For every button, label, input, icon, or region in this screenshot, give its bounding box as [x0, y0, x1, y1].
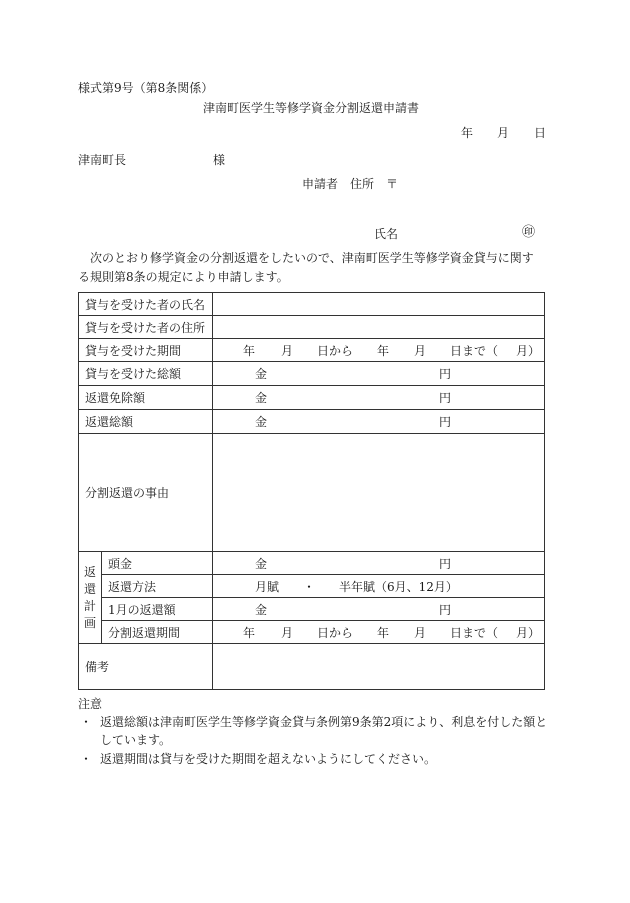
plan-char: 返	[83, 564, 96, 579]
table-row	[79, 644, 545, 690]
document-title: 津南町医学生等修学資金分割返還申請書	[203, 101, 420, 115]
down-payment-field[interactable]	[213, 552, 545, 575]
table-row	[79, 316, 545, 339]
row-label: 頭金	[102, 552, 213, 575]
yen-label: 円	[439, 367, 452, 381]
plan-char: 還	[83, 581, 96, 596]
period-month: 月	[281, 625, 294, 640]
row-label: 返還総額	[79, 410, 213, 434]
row-label: 返還免除額	[79, 386, 213, 410]
bullet: ・	[80, 752, 93, 766]
kin-label: 金	[255, 367, 268, 381]
plan-char: 画	[83, 615, 96, 630]
loan-total-field[interactable]	[213, 362, 545, 386]
bullet: ・	[80, 715, 93, 729]
period-month: 月	[281, 343, 294, 358]
honorific: 様	[213, 153, 226, 167]
addressee: 津南町長	[78, 153, 127, 167]
note-item: 返還総額は津南町医学生等修学資金貸与条例第9条第2項により、利息を付した額と	[100, 715, 548, 729]
table-row	[79, 293, 545, 316]
period-end-month: 月）	[516, 343, 541, 358]
applicant-address-label: 申請者 住所 〒	[302, 177, 399, 191]
period-to: 日まで（	[450, 343, 499, 358]
exempt-amount-field[interactable]	[213, 386, 545, 410]
period-month-end: 月	[414, 625, 427, 640]
period-year-end: 年	[377, 625, 390, 640]
period-year: 年	[243, 625, 256, 640]
table-row	[79, 575, 545, 598]
table-row	[79, 386, 545, 410]
note-item: しています。	[100, 733, 172, 747]
kin-label: 金	[255, 415, 268, 429]
table-row	[79, 339, 545, 362]
period-to: 日まで（	[450, 625, 499, 640]
date-day-label: 日	[534, 126, 547, 140]
loan-period-field[interactable]	[213, 339, 545, 362]
application-table	[78, 292, 545, 690]
table-row	[79, 410, 545, 434]
intro-line: 次のとおり修学資金の分割返還をしたいので、津南町医学生等修学資金貸与に関す	[90, 251, 534, 265]
plan-char: 計	[83, 598, 96, 613]
row-label: 貸与を受けた者の住所	[79, 316, 213, 339]
form-number: 様式第9号（第8条関係）	[78, 81, 214, 95]
period-from: 日から	[317, 343, 354, 358]
row-label: 備考	[79, 644, 213, 690]
yen-label: 円	[439, 415, 452, 429]
applicant-name-label: 氏名	[374, 227, 399, 241]
yen-label: 円	[439, 391, 452, 405]
row-label: 貸与を受けた総額	[79, 362, 213, 386]
table-row	[79, 621, 545, 644]
intro-line: る規則第8条の規定により申請します。	[78, 270, 289, 284]
kin-label: 金	[255, 602, 268, 617]
date-year-label: 年	[461, 126, 474, 140]
row-label: 貸与を受けた者の氏名	[79, 293, 213, 316]
row-label: 1月の返還額	[102, 598, 213, 621]
period-year: 年	[243, 343, 256, 358]
reason-field[interactable]	[213, 434, 545, 552]
row-label: 分割返還の事由	[79, 434, 213, 552]
kin-label: 金	[255, 391, 268, 405]
repay-total-field[interactable]	[213, 410, 545, 434]
table-row	[79, 552, 545, 575]
remarks-field[interactable]	[213, 644, 545, 690]
repayment-plan-label	[79, 552, 102, 644]
date-month-label: 月	[497, 126, 510, 140]
table-row	[79, 598, 545, 621]
period-month-end: 月	[414, 343, 427, 358]
recipient-name-field[interactable]	[213, 293, 545, 316]
row-label: 分割返還期間	[102, 621, 213, 644]
repay-method-field[interactable]: 月賦 ・ 半年賦（6月、12月）	[213, 575, 545, 598]
recipient-address-field[interactable]	[213, 316, 545, 339]
seal-mark: ㊞	[522, 225, 536, 240]
yen-label: 円	[439, 602, 452, 617]
notes-title: 注意	[78, 697, 103, 711]
period-year-end: 年	[377, 343, 390, 358]
note-item: 返還期間は貸与を受けた期間を超えないようにしてください。	[100, 752, 437, 766]
kin-label: 金	[255, 556, 268, 571]
monthly-amount-field[interactable]	[213, 598, 545, 621]
split-period-field[interactable]	[213, 621, 545, 644]
table-row	[79, 362, 545, 386]
yen-label: 円	[439, 556, 452, 571]
row-label: 貸与を受けた期間	[79, 339, 213, 362]
period-end-month: 月）	[516, 625, 541, 640]
row-label: 返還方法	[102, 575, 213, 598]
period-from: 日から	[317, 625, 354, 640]
table-row	[79, 434, 545, 552]
